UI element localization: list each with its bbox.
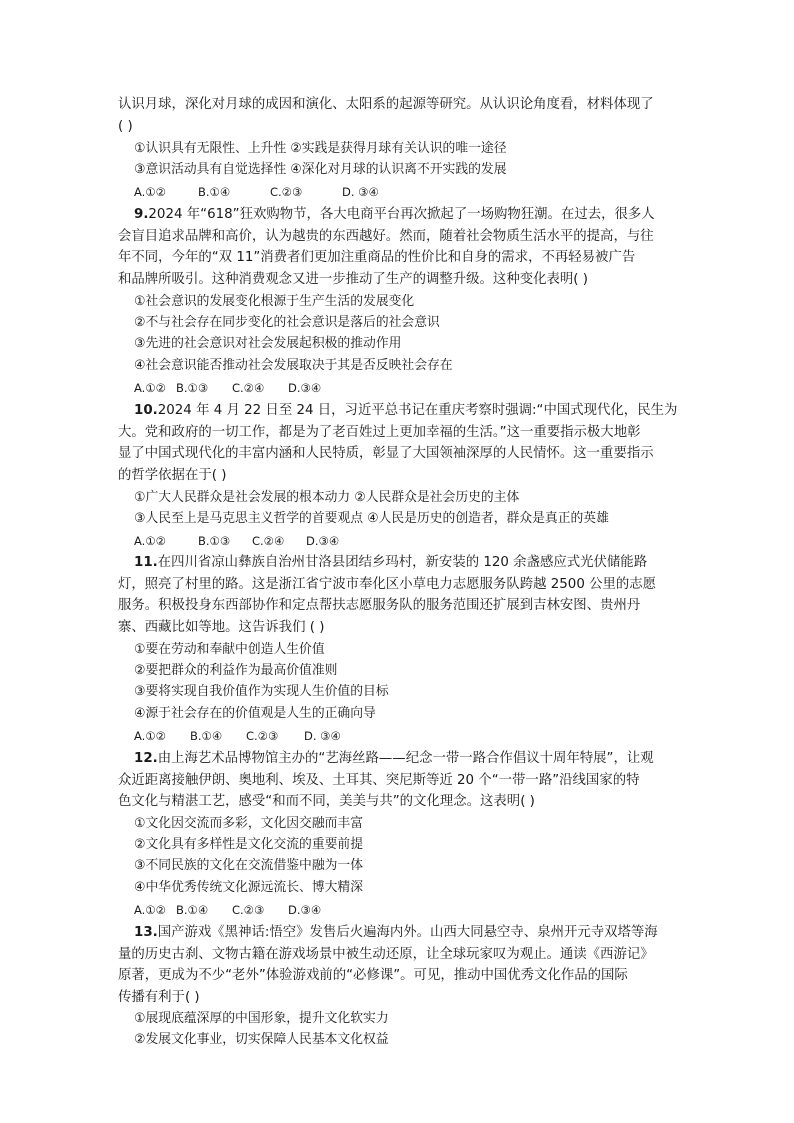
q10-choice-b: B.①③ <box>198 534 231 548</box>
q12-stem-line-1 <box>134 751 654 767</box>
q8-answer-choices <box>134 184 379 200</box>
q13-option-1: ①展现底蕴深厚的中国形象，提升文化软实力 <box>134 1011 389 1026</box>
q8-stem-line-2: ( ) <box>118 119 133 134</box>
q8-option-line-1: ①认识具有无限性、上升性 ②实践是获得月球有关认识的唯一途径 <box>134 141 507 156</box>
q11-option-1: ①要在劳动和奉献中创造人生价值 <box>134 642 325 657</box>
q9-option-4: ④社会意识能否推动社会发展取决于其是否反映社会存在 <box>134 358 453 373</box>
q9-option-1: ①社会意识的发展变化根源于生产生活的发展变化 <box>134 294 415 309</box>
q10-stem-line-4: 的哲学依据在于( ) <box>118 468 227 483</box>
q9-stem-line-3: 年不同，今年的“双 11”消费者们更加注重商品的性价比和自身的需求，不再轻易被广告 <box>118 250 636 265</box>
q11-option-3: ③要将实现自我价值作为实现人生价值的目标 <box>134 684 389 699</box>
q11-stem-line-2: 灯，照亮了村里的路。这是浙江省宁波市奉化区小草电力志愿服务队跨越 2500 公里的志愿 <box>118 577 657 592</box>
q12-stem-line-3: 色文化与精湛工艺，感受“和而不同，美美与共”的文化理念。这表明( ) <box>118 794 535 809</box>
q9-stem-line-4: 和品牌所吸引。这种消费观念又进一步推动了生产的调整升级。这种变化表明( ) <box>118 272 588 287</box>
q12-option-3: ③不同民族的文化在交流借鉴中融为一体 <box>134 858 364 873</box>
q12-number: 12. <box>134 751 158 766</box>
q10-number: 10. <box>134 403 158 418</box>
q12-choice-c: C.②③ <box>232 903 265 917</box>
q13-stem-line-3: 原著，更成为不少“老外”体验游戏前的“必修课”。可见，推动中国优秀文化作品的国际 <box>118 968 628 983</box>
q11-stem-line-3: 服务。积极投身东西部协作和定点帮扶志愿服务队的服务范围还扩展到吉林安图、贵州丹 <box>118 598 641 613</box>
q10-option-line-1: ①广大人民群众是社会发展的根本动力 ②人民群众是社会历史的主体 <box>134 490 520 505</box>
q12-option-2: ②文化具有多样性是文化交流的重要前提 <box>134 837 364 852</box>
q11-choice-d: D. ③④ <box>304 729 341 743</box>
q11-choice-b: B.①④ <box>190 729 223 743</box>
q11-choice-c: C.②③ <box>246 729 279 743</box>
q8-choice-a: A.①② <box>134 185 166 199</box>
q11-option-2: ②要把群众的利益作为最高价值准则 <box>134 663 338 678</box>
q8-option-line-2: ③意识活动具有自觉选择性 ④深化对月球的认识离不开实践的发展 <box>134 162 507 177</box>
q10-answer-choices <box>134 533 339 549</box>
q9-answer-choices <box>134 380 321 396</box>
q9-option-3: ③先进的社会意识对社会发展起积极的推动作用 <box>134 336 402 351</box>
q12-choice-b: B.①④ <box>176 903 209 917</box>
q8-choice-b: B.①④ <box>198 185 231 199</box>
q11-stem-line-1 <box>134 555 647 571</box>
q9-stem-line-1 <box>134 207 655 223</box>
q12-choice-a: A.①② <box>134 903 166 917</box>
q10-choice-d: D.③④ <box>306 534 340 548</box>
q11-choice-a: A.①② <box>134 729 166 743</box>
q10-choice-a: A.①② <box>134 534 166 548</box>
q9-stem-text: 2024 年“618”狂欢购物节，各大电商平台再次掀起了一场购物狂潮。在过去，很多人 <box>148 207 655 222</box>
q13-stem-line-4: 传播有利于( ) <box>118 990 200 1005</box>
q9-number: 9. <box>134 207 149 222</box>
q9-choice-d: D.③④ <box>288 381 322 395</box>
q11-number: 11. <box>134 555 158 570</box>
q11-option-4: ④源于社会存在的价值观是人生的正确向导 <box>134 706 376 721</box>
q10-stem-line-1 <box>134 403 677 419</box>
q12-option-1: ①文化因交流而多彩，文化因交融而丰富 <box>134 816 364 831</box>
q12-option-4: ④中华优秀传统文化源远流长、博大精深 <box>134 880 364 895</box>
q9-choice-c: C.②④ <box>232 381 265 395</box>
q9-choice-b: B.①③ <box>176 381 209 395</box>
q10-option-line-2: ③人民至上是马克思主义哲学的首要观点 ④人民是历史的创造者，群众是真正的英雄 <box>134 511 609 526</box>
q12-answer-choices <box>134 902 321 918</box>
q8-choice-d: D. ③④ <box>342 185 379 199</box>
q13-stem-text: 国产游戏《黑神话:悟空》发售后火遍海内外。山西大同悬空寺、泉州开元寺双塔等海 <box>157 925 658 940</box>
q10-choice-c: C.②④ <box>252 534 285 548</box>
q13-number: 13. <box>134 925 158 940</box>
q9-stem-line-2: 会盲目追求品牌和高价，认为越贵的东西越好。然而，随着社会物质生活水平的提高，与往 <box>118 229 654 244</box>
q12-stem-line-2: 众近距离接触伊朗、奥地利、埃及、土耳其、突尼斯等近 20 个“一带一路”沿线国家的特 <box>118 773 640 788</box>
q11-stem-line-4: 寨、西藏比如等地。这告诉我们 ( ) <box>118 620 325 635</box>
q12-choice-d: D.③④ <box>288 903 322 917</box>
q9-choice-a: A.①② <box>134 381 166 395</box>
q11-answer-choices <box>134 728 341 744</box>
q11-stem-text: 在四川省凉山彝族自治州甘洛县团结乡玛村，新安装的 120 余盏感应式光伏储能路 <box>157 555 648 570</box>
q13-stem-line-2: 量的历史古刹、文物古籍在游戏场景中被生动还原，让全球玩家叹为观止。通读《西游记》 <box>118 947 654 962</box>
q13-option-2: ②发展文化事业，切实保障人民基本文化权益 <box>134 1032 389 1047</box>
q8-stem-line-1: 认识月球，深化对月球的成因和演化、太阳系的起源等研究。从认识论角度看，材料体现了 <box>118 97 654 112</box>
q8-choice-c: C.②③ <box>270 185 303 199</box>
q10-stem-line-2: 大。党和政府的一切工作，都是为了老百姓过上更加幸福的生活。”这一重要指示极大地彰 <box>118 425 641 440</box>
q13-stem-line-1 <box>134 925 658 941</box>
q9-option-2: ②不与社会存在同步变化的社会意识是落后的社会意识 <box>134 315 440 330</box>
q10-stem-text: 2024 年 4 月 22 日至 24 日，习近平总书记在重庆考察时强调:“中国式现代化，民生为 <box>157 403 678 418</box>
q10-stem-line-3: 显了中国式现代化的丰富内涵和人民特质，彰显了大国领袖深厚的人民情怀。这一重要指示 <box>118 446 654 461</box>
q12-stem-text: 由上海艺术品博物馆主办的“艺海丝路——纪念一带一路合作倡议十周年特展”，让观 <box>157 751 654 766</box>
